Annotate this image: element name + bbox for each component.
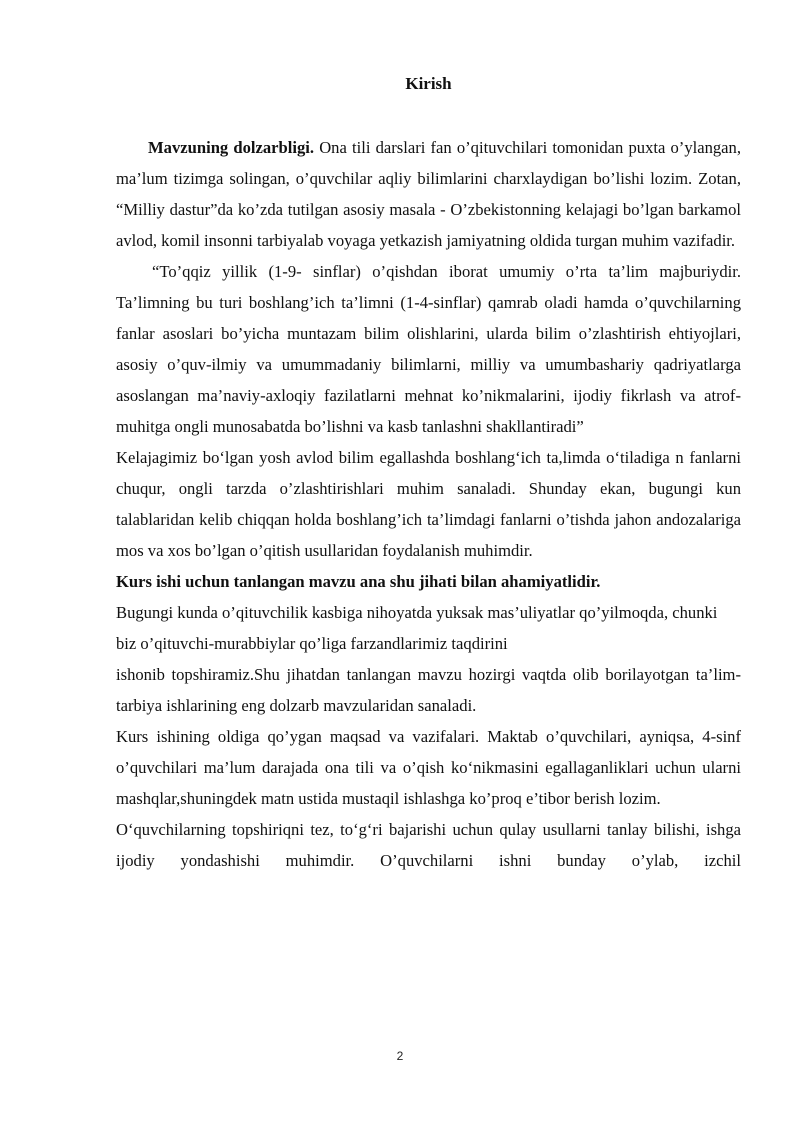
page-title: Kirish — [405, 74, 452, 93]
paragraph-students: O‘quvchilarning topshiriqni tez, to‘g‘ri bajarishi uchun qulay usullarni tanlay bilishi, ishga ijodiy yondashishi muhimdir. O’quvchilarni ishni bunday o’ylab, izchil — [116, 820, 741, 870]
paragraph-teacher-line1: Bugungi kunda o’qituvchilik kasbiga nihoyatda yuksak mas’uliyatlar qo’yilmoqda, chunki biz o’qituvchi-murabbiylar qo’liga farzandlarimiz taqdirini — [116, 603, 718, 653]
paragraph-quote: “To’qqiz yillik (1-9- sinflar) o’qishdan iborat umumiy o’rta ta’lim majburiydir. Ta’limning bu turi boshlang’ich ta’limni (1-4-sinflar) qamrab oladi hamda o’quvchilarning fanlar asoslari bo’yicha muntazam bilim olishlarini, ularda bilim o’zlashtirish ehtiyojlari, asosiy o’quv-ilmiy va umummadaniy bilimlarni, milliy va umumbashariy qadriyatlarga asoslangan ma’naviy-axloqiy fazilatlarni mehnat ko’nikmalarini, ijodiy fikrlash va atrof-muhitga ongli munosabatda bo’lishni va kasb tanlashni shakllantiradi” — [116, 262, 741, 436]
paragraph-importance: Kurs ishi uchun tanlangan mavzu ana shu jihati bilan ahamiyatlidir. — [116, 572, 601, 591]
document-page — [116, 72, 741, 876]
relevance-heading: Mavzuning dolzarbligi. — [148, 138, 315, 157]
page-number: 2 — [396, 1049, 404, 1063]
paragraph-future-generation: Kelajagimiz bo‘lgan yosh avlod bilim egallashda boshlang‘ich ta,limda o‘tiladiga n fanlarni chuqur, ongli tarzda o’zlashtirishlari muhim sanaladi. Shunday ekan, bugungi kun talablaridan kelib chiqqan holda boshlang’ich ta’limdagi fanlarni o’tishda jahon andozalariga mos va xos bo’lgan o’qitish usullaridan foydalanish muhimdir. — [116, 448, 741, 560]
paragraph-goals: Kurs ishining oldiga qo’ygan maqsad va vazifalari. Maktab o’quvchilari, ayniqsa, 4-sinf o’quvchilari ma’lum darajada ona tili va o’qish ko‘nikmasini egallaganliklari uchun ularni mashqlar,shuningdek matn ustida mustaqil ishlashga ko’proq e’tibor berish lozim. — [116, 727, 741, 808]
paragraph-relevance — [116, 132, 741, 256]
paragraph-teacher-line2: ishonib topshiramiz.Shu jihatdan tanlangan mavzu hozirgi vaqtda olib borilayotgan ta’lim-tarbiya ishlarining eng dolzarb mavzularidan sanaladi. — [116, 665, 741, 715]
relevance-text: Ona tili darslari fan o’qituvchilari tomonidan puxta o’ylangan, ma’lum tizimga solingan, o’quvchilar aqliy bilimlarini charxlaydigan bo’lishi lozim. Zotan, “Milliy dastur”da ko’zda tutilgan asosiy masala - O’zbekistonning kelajagi bo’lgan barkamol avlod, komil insonni tarbiyalab voyaga yetkazish jamiyatning oldida turgan muhim vazifadir. — [116, 138, 741, 250]
